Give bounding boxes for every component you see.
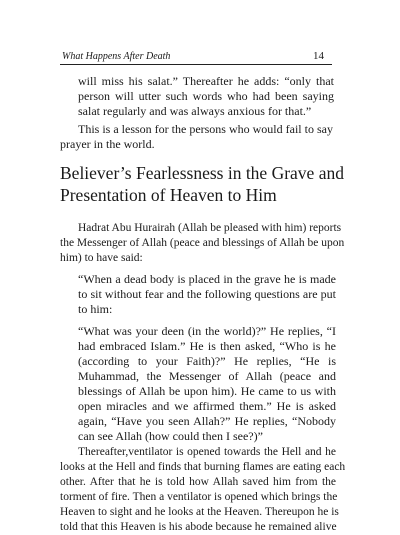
quote-continuation — [78, 74, 334, 119]
hadith-quote-dialogue — [78, 324, 336, 444]
text-line: the Messenger of Allah (peace and blessings of Allah be upon — [60, 237, 345, 249]
text-line: looks at the Hell and finds that burning flames are eating each — [60, 461, 346, 473]
text-line: had embraced Islam.” He is then asked, “Who is he — [78, 339, 336, 353]
text-line: Hadrat Abu Hurairah (Allah be pleased with him) reports — [78, 222, 342, 234]
text-line: torment of fire. Then a ventilator is opened which brings the — [60, 491, 338, 503]
hadith-quote-opening — [78, 272, 336, 317]
running-title: What Happens After Death — [62, 51, 171, 62]
heading-line: Presentation of Heaven to Him — [60, 185, 277, 205]
closing-paragraph — [60, 445, 346, 535]
text-line: prayer in the world. — [60, 137, 155, 151]
text-line: Thereafter,ventilator is opened towards the Hell and he — [78, 446, 336, 458]
text-line: (according to your Faith)?” He replies, “He is — [78, 354, 336, 368]
text-line: to sit without fear and the following questions are put — [78, 287, 336, 301]
text-line: blessings of Allah be upon him). He came to us with — [78, 384, 336, 398]
text-line: to him: — [78, 302, 113, 316]
text-line: This is a lesson for the persons who would fail to say — [78, 122, 333, 136]
lesson-paragraph — [60, 122, 336, 152]
text-line: “When a dead body is placed in the grave he is made — [78, 272, 336, 286]
text-line: told that this Heaven is his abode because he remained alive — [60, 521, 337, 533]
text-line: person will utter such words who had been saying — [78, 89, 334, 103]
intro-paragraph — [60, 221, 345, 266]
text-line: him) to have said: — [60, 252, 143, 264]
text-line: Muhammad, the Messenger of Allah (peace and — [78, 369, 336, 383]
text-line: will miss his salat.” Thereafter he adds: “only that — [78, 74, 334, 88]
heading-line: Believer’s Fearlessness in the Grave and — [60, 163, 344, 183]
text-line: salat regularly and was always anxious for that.” — [78, 104, 312, 118]
text-line: other. After that he is told how Allah saved him from the — [60, 476, 336, 488]
text-line: open miracles and we affirmed them.” He is asked — [78, 399, 336, 413]
text-line: can see Allah (how could then I see?)” — [78, 429, 263, 443]
header-rule — [60, 64, 332, 65]
text-line: again, “Have you seen Allah?” He replies, “Nobody — [78, 414, 336, 428]
page-number: 14 — [313, 50, 324, 62]
section-heading — [60, 162, 350, 206]
text-line: Heaven to sight and he looks at the Heaven. Thereupon he is — [60, 506, 339, 518]
text-line: “What was your deen (in the world)?” He replies, “I — [78, 324, 336, 338]
